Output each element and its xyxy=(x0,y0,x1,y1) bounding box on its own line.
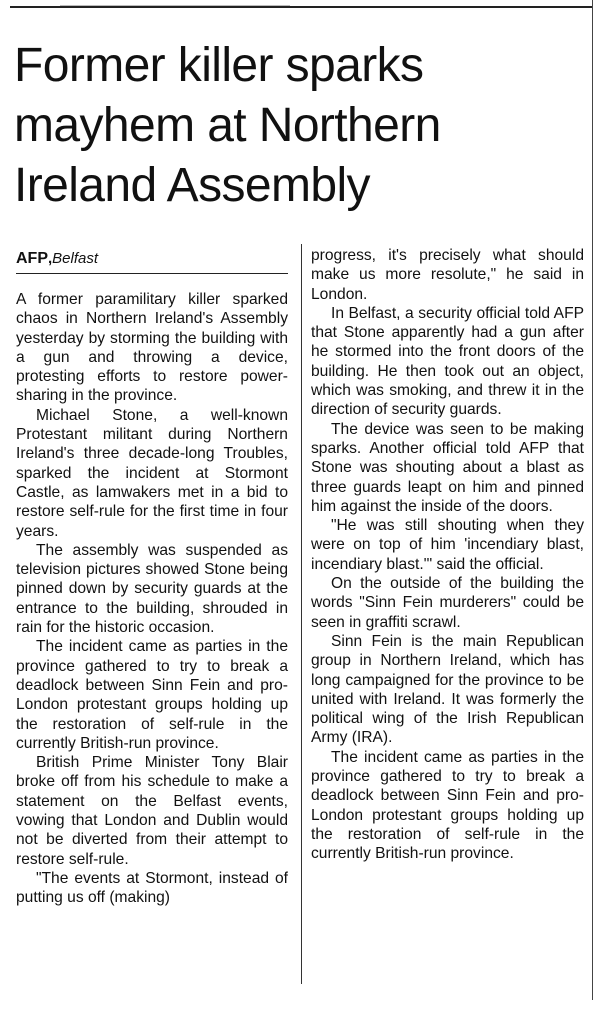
paragraph: progress, it's precisely what should make us more resolute," he said in London. xyxy=(311,247,584,303)
paragraph: The incident came as parties in the province gathered to try to break a deadlock between Sinn Fein and pro-London protestant groups holding up the restoration of self-rule in the currently British-run province. xyxy=(16,638,288,752)
byline-agency: AFP xyxy=(16,250,48,267)
top-cut-off-strip xyxy=(60,0,290,6)
paragraph: In Belfast, a security official told AFP that Stone apparently had a gun after he stormed into the front doors of the building. He then took out an object, which was smoking, and threw it in the direction of security guards. xyxy=(311,304,584,419)
byline-rule xyxy=(16,273,288,274)
column-divider xyxy=(301,244,302,984)
headline: Former killer sparks mayhem at Northern Ireland Assembly xyxy=(14,39,441,212)
paragraph: A former paramilitary killer sparked chaos in Northern Ireland's Assembly yesterday by storming the building with a gun and throwing a device, protesting efforts to restore power-sharing in the province. xyxy=(16,291,288,405)
article-column-left xyxy=(16,290,288,908)
paragraph: Michael Stone, a well-known Protestant militant during Northern Ireland's three decade-long Troubles, sparked the incident at Stormont Castle, as lamwakers met in a bid to restore self-rule for the first time in four years. xyxy=(16,406,288,540)
article-column-right xyxy=(311,246,584,864)
byline: AFP,Belfast xyxy=(16,250,99,267)
paragraph: "He was still shouting when they were on top of him 'incendiary blast, incendiary blast.'" said the official. xyxy=(311,517,584,573)
paragraph: British Prime Minister Tony Blair broke off from his schedule to make a statement on the Belfast events, vowing that London and Dublin would not be diverted from their attempt to restore self-rule. xyxy=(16,754,288,868)
paragraph: Sinn Fein is the main Republican group in Northern Ireland, which has long campaigned for the province to be united with Ireland. It was formerly the political wing of the Irish Republican Army (IRA). xyxy=(311,632,584,747)
paragraph: The incident came as parties in the province gathered to try to break a deadlock between Sinn Fein and pro-London protestant groups holding up the restoration of self-rule in the currently British-run province. xyxy=(311,748,584,863)
paragraph: On the outside of the building the words "Sinn Fein murderers" could be seen in graffiti scrawl. xyxy=(311,575,584,631)
byline-location: Belfast xyxy=(52,250,99,267)
top-rule xyxy=(10,6,593,8)
paragraph: The assembly was suspended as television pictures showed Stone being pinned down by security guards at the entrance to the building, shrouded in rain for the historic occasion. xyxy=(16,541,288,637)
paragraph: The device was seen to be making sparks. Another official told AFP that Stone was shouting about a blast as three guards leapt on him and pinned him against the inside of the doors. xyxy=(311,420,584,515)
paragraph: "The events at Stormont, instead of putting us off (making) xyxy=(16,869,288,907)
